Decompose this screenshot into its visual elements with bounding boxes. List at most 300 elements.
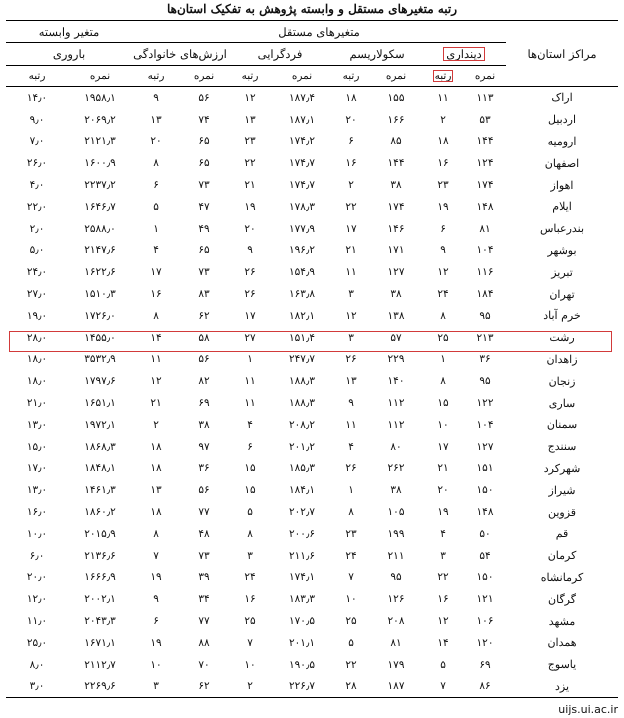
value-cell: ۱۱	[437, 91, 449, 104]
table-row	[6, 283, 618, 305]
religiosity-header: دینداری	[422, 43, 506, 66]
value-cell: ۲۵	[345, 615, 357, 628]
value-cell: ۲۰	[437, 484, 449, 497]
value-cell: ۱۲۶	[387, 593, 405, 606]
value-cell: ۶	[247, 440, 253, 453]
province-name-cell: شیراز	[548, 483, 576, 497]
value-cell: ۲۳	[437, 179, 449, 192]
value-cell: ۲۷٫۰	[26, 288, 48, 301]
secularism-header: سکولاریسم	[332, 43, 422, 66]
value-cell: ۴۹	[198, 222, 210, 235]
value-cell: ۱۱۳	[476, 91, 494, 104]
value-cell: ۱۶	[150, 288, 162, 301]
table-row	[6, 218, 618, 240]
value-cell: ۸	[440, 375, 446, 388]
value-cell: ۲۰۸٫۲	[289, 418, 315, 431]
value-cell: ۷	[348, 571, 354, 584]
value-cell: ۲۲	[437, 571, 449, 584]
family-values-header: ارزش‌های خانوادگی	[132, 43, 228, 66]
value-cell: ۱۴۴	[476, 135, 494, 148]
value-cell: ۱۸	[150, 506, 162, 519]
value-cell: ۲۱	[244, 179, 256, 192]
value-cell: ۱۵۵	[387, 91, 405, 104]
value-cell: ۱۷۴	[476, 179, 494, 192]
value-cell: ۲۰۲٫۷	[289, 506, 315, 519]
value-cell: ۹	[440, 244, 446, 257]
value-cell: ۸۵	[390, 135, 402, 148]
table-row	[6, 523, 618, 545]
table-title: رتبه متغیرهای مستقل و وابسته پژوهش به تفکیک استان‌ها	[166, 2, 458, 16]
value-cell: ۱۴۶	[387, 222, 405, 235]
value-cell: ۲	[440, 113, 446, 126]
province-name-cell: قزوین	[547, 505, 577, 519]
value-cell: ۴	[348, 440, 354, 453]
province-name-cell: اصفهان	[544, 156, 580, 170]
value-cell: ۳۸	[390, 288, 402, 301]
value-cell: ۱۷۴٫۷	[289, 157, 315, 170]
province-name-cell: ارومیه	[547, 134, 577, 148]
value-cell: ۲۰۰٫۶	[289, 527, 315, 540]
value-cell: ۱۵۰	[476, 484, 494, 497]
value-cell: ۱۹	[244, 200, 256, 213]
value-cell: ۱۱	[244, 375, 256, 388]
table-row	[6, 501, 618, 523]
value-cell: ۲۰	[244, 222, 256, 235]
value-cell: ۲۰۶۹٫۲	[84, 113, 116, 126]
value-cell: ۸۰	[390, 440, 402, 453]
province-name-cell: اراک	[551, 91, 573, 105]
value-cell: ۳٫۰	[6, 676, 68, 698]
value-cell: ۲۶۲	[387, 462, 405, 475]
value-cell: ۱۸۶۰٫۲	[84, 506, 116, 519]
value-cell: ۸۱	[479, 222, 491, 235]
value-cell: ۷۷	[198, 506, 210, 519]
value-cell: ۳۸	[198, 418, 210, 431]
value-cell: ۳۸	[390, 484, 402, 497]
value-cell: ۱۹	[150, 571, 162, 584]
dependent-var-header: متغیر وابسته	[6, 21, 132, 43]
value-cell: ۱	[440, 353, 446, 366]
value-cell: ۱۷۹	[387, 658, 405, 671]
value-cell: ۳	[440, 549, 446, 562]
value-cell: ۵۷	[390, 331, 402, 344]
value-cell: ۲۱	[150, 397, 162, 410]
table-row	[6, 327, 618, 349]
value-cell: ۲۰٫۰	[26, 571, 48, 584]
value-cell: ۱۸۸٫۳	[289, 397, 315, 410]
value-cell: ۱۴۸	[476, 200, 494, 213]
value-cell: ۶	[153, 179, 159, 192]
value-cell: ۶٫۰	[29, 549, 45, 562]
value-cell: ۵۴	[479, 549, 491, 562]
value-cell: ۱۴۶۱٫۳	[84, 484, 116, 497]
value-cell: ۲۵	[437, 331, 449, 344]
value-cell: ۳	[132, 676, 180, 698]
value-cell: ۱	[247, 353, 253, 366]
province-name-cell: تهران	[549, 287, 575, 301]
value-cell: ۲۴	[345, 549, 357, 562]
value-cell: ۱۴	[150, 331, 162, 344]
value-cell: ۱۲۷	[387, 266, 405, 279]
value-cell: ۲٫۰	[29, 222, 45, 235]
value-cell: ۲۶	[345, 462, 357, 475]
value-cell: ۲	[228, 676, 272, 698]
value-cell: ۱۵۱۰٫۳	[84, 288, 116, 301]
value-cell: ۱۸	[437, 135, 449, 148]
value-cell: ۲	[348, 179, 354, 192]
value-cell: ۵	[440, 658, 446, 671]
value-cell: ۱۵	[244, 484, 256, 497]
value-cell: ۱۰	[437, 418, 449, 431]
value-cell: ۲۶	[244, 288, 256, 301]
value-cell: ۳۵۳۲٫۹	[84, 353, 116, 366]
value-cell: ۱۰۴	[476, 244, 494, 257]
value-cell: ۱۷۰٫۵	[289, 615, 315, 628]
value-cell: ۷	[247, 636, 253, 649]
table-row	[6, 261, 618, 283]
value-cell: ۵	[348, 636, 354, 649]
value-cell: ۱۲۷	[476, 440, 494, 453]
value-cell: ۱۵۱٫۴	[289, 331, 315, 344]
value-cell: ۷۳	[198, 549, 210, 562]
value-cell: ۲۱۱۲٫۷	[84, 658, 116, 671]
value-cell: ۴٫۰	[29, 179, 45, 192]
value-cell: ۹	[153, 91, 159, 104]
value-cell: ۱۳٫۰	[26, 484, 48, 497]
value-cell: ۱۴۴	[387, 157, 405, 170]
value-cell: ۲۱٫۰	[26, 397, 48, 410]
table-row	[6, 588, 618, 610]
value-cell: ۲۱۳۶٫۶	[84, 549, 116, 562]
value-cell: ۲۰	[150, 135, 162, 148]
value-cell: ۲۱۱	[387, 549, 405, 562]
table-row	[6, 240, 618, 262]
value-cell: ۱۸٫۰	[26, 375, 48, 388]
rank-header: رتبه	[422, 66, 464, 87]
value-cell: ۴۷	[198, 200, 210, 213]
value-cell: ۵۶	[198, 353, 210, 366]
value-cell: ۲۱	[437, 462, 449, 475]
province-name-cell: اردبیل	[548, 113, 576, 127]
value-cell: ۱۷۴	[387, 200, 405, 213]
value-cell: ۶	[440, 222, 446, 235]
value-cell: ۱۸۷٫۱	[289, 113, 315, 126]
value-cell: ۱۷	[345, 222, 357, 235]
value-cell: ۱۹۷۲٫۱	[84, 418, 116, 431]
value-cell: ۱۶۵۱٫۱	[84, 397, 116, 410]
province-name-cell: شهرکرد	[543, 461, 581, 475]
value-cell: ۸	[247, 527, 253, 540]
value-cell: ۱۳	[244, 113, 256, 126]
value-cell: ۲۴	[437, 288, 449, 301]
value-cell: ۱۰۵	[387, 506, 405, 519]
value-cell: ۱۸۵٫۳	[289, 462, 315, 475]
value-cell: ۱۰٫۰	[26, 527, 48, 540]
score-header: نمره	[272, 66, 332, 87]
table-row	[6, 610, 618, 632]
province-name-cell: قم	[555, 527, 569, 541]
fertility-header: باروری	[6, 43, 132, 66]
value-cell: ۱۱۶	[476, 266, 494, 279]
value-cell: ۱۸٫۰	[26, 353, 48, 366]
value-cell: ۱۶۴۶٫۷	[84, 200, 116, 213]
provinces-rank-table	[6, 20, 618, 698]
value-cell: ۲۱	[345, 244, 357, 257]
province-name-cell: اهواز	[550, 178, 574, 192]
value-cell: ۱۶۶۶٫۹	[84, 571, 116, 584]
value-cell: ۷۳	[198, 179, 210, 192]
value-cell: ۱۹۰٫۵	[289, 658, 315, 671]
value-cell: ۸۶	[464, 676, 506, 698]
value-cell: ۲۲	[345, 200, 357, 213]
value-cell: ۹۵	[479, 309, 491, 322]
value-cell: ۱۲۲	[476, 397, 494, 410]
value-cell: ۵۶	[198, 91, 210, 104]
value-cell: ۱۵	[244, 462, 256, 475]
rank-header: رتبه	[132, 66, 180, 87]
value-cell: ۹٫۰	[29, 113, 45, 126]
province-name-cell: زاهدان	[546, 352, 578, 366]
value-cell: ۱۹	[437, 200, 449, 213]
value-cell: ۱۸۲٫۱	[289, 309, 315, 322]
province-name-cell: سمنان	[546, 418, 578, 432]
value-cell: ۱۲	[345, 309, 357, 322]
value-cell: ۱۱	[244, 397, 256, 410]
value-cell: ۲۵	[244, 615, 256, 628]
value-cell: ۲۳	[345, 527, 357, 540]
independent-vars-header: متغیرهای مستقل	[132, 21, 506, 43]
value-cell: ۲۴۷٫۷	[289, 353, 315, 366]
value-cell: ۱۹	[437, 506, 449, 519]
table-row	[6, 152, 618, 174]
value-cell: ۸	[348, 506, 354, 519]
table-row	[6, 654, 618, 676]
value-cell: ۶۵	[198, 135, 210, 148]
table-row	[6, 174, 618, 196]
province-name-cell: تبریز	[551, 265, 573, 279]
value-cell: ۲۲۹	[387, 353, 405, 366]
individualism-header: فردگرایی	[228, 43, 332, 66]
value-cell: ۶۲	[198, 309, 210, 322]
table-row	[6, 632, 618, 654]
value-cell: ۱۴٫۰	[26, 91, 48, 104]
value-cell: ۸	[153, 527, 159, 540]
value-cell: ۴	[153, 244, 159, 257]
rank-header: رتبه	[6, 66, 68, 87]
value-cell: ۱	[153, 222, 159, 235]
value-cell: ۴	[440, 527, 446, 540]
table-row	[6, 131, 618, 153]
province-name-cell: یزد	[506, 676, 618, 698]
score-header: نمره	[180, 66, 228, 87]
value-cell: ۷۰	[198, 658, 210, 671]
value-cell: ۱۹٫۰	[26, 309, 48, 322]
value-cell: ۵۸	[198, 331, 210, 344]
value-cell: ۶۹	[479, 658, 491, 671]
value-cell: ۹۵	[390, 571, 402, 584]
table-row	[6, 305, 618, 327]
value-cell: ۳۶	[479, 353, 491, 366]
value-cell: ۲۶	[345, 353, 357, 366]
value-cell: ۱۵۴٫۹	[289, 266, 315, 279]
value-cell: ۱۷۷٫۹	[289, 222, 315, 235]
table-row	[6, 370, 618, 392]
value-cell: ۱۲۴	[476, 157, 494, 170]
value-cell: ۱۷۴٫۱	[289, 571, 315, 584]
value-cell: ۱	[348, 484, 354, 497]
value-cell: ۱۹۶٫۲	[289, 244, 315, 257]
value-cell: ۱۵۱	[476, 462, 494, 475]
value-cell: ۲۰۱٫۱	[289, 636, 315, 649]
value-cell: ۲۶٫۰	[26, 157, 48, 170]
value-cell: ۶۲	[180, 676, 228, 698]
value-cell: ۶	[153, 615, 159, 628]
value-cell: ۸۸	[198, 636, 210, 649]
value-cell: ۲۰	[345, 113, 357, 126]
value-cell: ۱۰۶	[476, 615, 494, 628]
value-cell: ۱۶۰۰٫۹	[84, 157, 116, 170]
value-cell: ۷۴	[198, 113, 210, 126]
value-cell: ۱۲	[244, 91, 256, 104]
value-cell: ۸٫۰	[29, 658, 45, 671]
value-cell: ۱۸۴۸٫۱	[84, 462, 116, 475]
value-cell: ۱۶۷۱٫۱	[84, 636, 116, 649]
value-cell: ۲۰۱۵٫۹	[84, 527, 116, 540]
value-cell: ۲۰۴۳٫۳	[84, 615, 116, 628]
value-cell: ۱۶	[345, 157, 357, 170]
value-cell: ۲۲۳۷٫۲	[84, 179, 116, 192]
value-cell: ۲	[153, 418, 159, 431]
table-row	[6, 349, 618, 371]
value-cell: ۸	[440, 309, 446, 322]
value-cell: ۶۵	[198, 157, 210, 170]
table-row	[6, 436, 618, 458]
province-name-cell: یاسوج	[547, 658, 577, 672]
value-cell: ۳۶	[198, 462, 210, 475]
value-cell: ۱۶	[244, 593, 256, 606]
value-cell: ۱۰	[244, 658, 256, 671]
value-cell: ۱۶۲۲٫۶	[84, 266, 116, 279]
value-cell: ۱۵۰	[476, 571, 494, 584]
value-cell: ۳	[348, 331, 354, 344]
value-cell: ۸	[153, 309, 159, 322]
value-cell: ۲۲	[244, 157, 256, 170]
value-cell: ۱۳	[150, 484, 162, 497]
value-cell: ۱۹۵۸٫۱	[84, 91, 116, 104]
value-cell: ۱۹	[150, 636, 162, 649]
value-cell: ۸	[153, 157, 159, 170]
value-cell: ۱۴۰	[387, 375, 405, 388]
value-cell: ۷	[153, 549, 159, 562]
value-cell: ۵	[247, 506, 253, 519]
value-cell: ۱۷۲۶٫۰	[84, 309, 116, 322]
value-cell: ۷	[422, 676, 464, 698]
table-row	[6, 392, 618, 414]
value-cell: ۸۳	[198, 288, 210, 301]
value-cell: ۷٫۰	[29, 135, 45, 148]
value-cell: ۱۳۸	[387, 309, 405, 322]
rank-header: رتبه	[228, 66, 272, 87]
province-header: مراکز استان‌ها	[506, 21, 618, 87]
score-header: نمره	[68, 66, 132, 87]
value-cell: ۶	[348, 135, 354, 148]
value-cell: ۶۵	[198, 244, 210, 257]
value-cell: ۱۸	[150, 462, 162, 475]
value-cell: ۱۸۷٫۴	[289, 91, 315, 104]
value-cell: ۱۶	[437, 593, 449, 606]
value-cell: ۵۶	[198, 484, 210, 497]
value-cell: ۱۶٫۰	[26, 506, 48, 519]
table-row	[6, 109, 618, 131]
value-cell: ۹۵	[479, 375, 491, 388]
value-cell: ۱۸	[150, 440, 162, 453]
source-watermark: uijs.ui.ac.ir	[558, 703, 618, 716]
value-cell: ۱۶۶	[387, 113, 405, 126]
value-cell: ۴۸	[198, 527, 210, 540]
table-row	[6, 545, 618, 567]
value-cell: ۱۲	[150, 375, 162, 388]
value-cell: ۱۹۹	[387, 527, 405, 540]
value-cell: ۲۰۰۲٫۱	[84, 593, 116, 606]
value-cell: ۱۴۵۵٫۰	[84, 331, 116, 344]
value-cell: ۱۱٫۰	[26, 615, 48, 628]
value-cell: ۲۲۶۹٫۶	[68, 676, 132, 698]
value-cell: ۱۸۳٫۳	[289, 593, 315, 606]
value-cell: ۱۱۲	[387, 418, 405, 431]
value-cell: ۱۲	[437, 266, 449, 279]
value-cell: ۲۴	[244, 571, 256, 584]
value-cell: ۲۴٫۰	[26, 266, 48, 279]
value-cell: ۱۷٫۰	[26, 462, 48, 475]
value-cell: ۲۳	[244, 135, 256, 148]
score-header: نمره	[464, 66, 506, 87]
value-cell: ۳۴	[198, 593, 210, 606]
value-cell: ۲۱۴۷٫۶	[84, 244, 116, 257]
value-cell: ۴	[247, 418, 253, 431]
value-cell: ۳	[348, 288, 354, 301]
score-header: نمره	[370, 66, 422, 87]
table-row	[6, 87, 618, 109]
value-cell: ۳۹	[198, 571, 210, 584]
value-cell: ۱۶	[437, 157, 449, 170]
table-row	[6, 196, 618, 218]
province-name-cell: بوشهر	[547, 243, 577, 257]
value-cell: ۳	[247, 549, 253, 562]
value-cell: ۸۱	[390, 636, 402, 649]
value-cell: ۲۲٫۰	[26, 200, 48, 213]
value-cell: ۱۲	[437, 615, 449, 628]
province-name-cell: ساری	[548, 396, 576, 410]
value-cell: ۱۱۲	[387, 397, 405, 410]
value-cell: ۵۰	[479, 527, 491, 540]
value-cell: ۱۷	[244, 309, 256, 322]
value-cell: ۱۰۴	[476, 418, 494, 431]
province-name-cell: گرگان	[548, 592, 576, 606]
value-cell: ۱۸۴	[476, 288, 494, 301]
province-name-cell: سنندج	[547, 440, 577, 454]
province-name-cell: خرم آباد	[543, 309, 581, 323]
province-name-cell: رشت	[549, 331, 575, 345]
value-cell: ۲۶	[244, 266, 256, 279]
value-cell: ۹	[247, 244, 253, 257]
value-cell: ۶۹	[198, 397, 210, 410]
value-cell: ۲۰۸	[387, 615, 405, 628]
table-row	[6, 479, 618, 501]
value-cell: ۱۶۳٫۸	[289, 288, 315, 301]
value-cell: ۱۳	[150, 113, 162, 126]
table-row	[6, 458, 618, 480]
value-cell: ۱۷	[150, 266, 162, 279]
